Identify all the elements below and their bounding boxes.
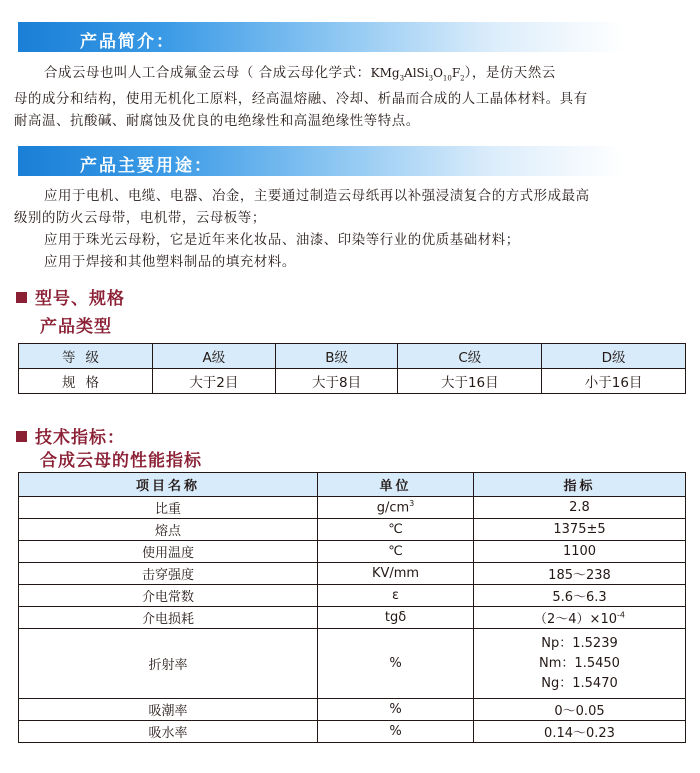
property-unit: KV/mm — [318, 563, 474, 585]
intro-line-3: 耐高温、抗酸碱、耐腐蚀及优良的电绝缘性和高温绝缘性等特点。 — [14, 114, 420, 130]
property-name: 介电损耗 — [19, 607, 318, 629]
table-row — [19, 699, 686, 721]
spec-heading: 型号、规格 — [16, 284, 125, 309]
usage-line-3: 应用于珠光云母粉，它是近年来化妆品、油漆、印染等行业的优质基础材料； — [44, 233, 520, 248]
property-unit: ε — [318, 585, 474, 607]
header-unit: 单位 — [318, 473, 474, 497]
chemical-formula: $KMg_3AlSi_3O_{10}F_2$ — [370, 66, 465, 83]
spec-subheading: 产品类型 — [40, 317, 112, 337]
property-unit: % — [318, 699, 474, 721]
intro-line-1: 合成云母也叫人工合成氟金云母（ 合成云母化学式：$KMg_3AlSi_3O_{10}F_2$），是仿天然云 — [44, 66, 556, 83]
usage-line-1: 应用于电机、电缆、电器、冶金，主要通过制造云母纸再以补强浸渍复合的方式形成最高 — [44, 189, 590, 204]
property-unit: ℃ — [318, 519, 474, 541]
performance-table — [18, 472, 686, 743]
table-row — [19, 563, 686, 585]
property-name: 比重 — [19, 497, 318, 519]
square-bullet-icon — [16, 292, 27, 303]
size-cell: 小于16目 — [542, 369, 686, 394]
product-type-table — [18, 343, 686, 394]
property-unit: $g/cm^3$ — [318, 497, 474, 519]
property-value: $(2\sim 4)\times 10^{-4}$ — [474, 607, 686, 629]
table-row — [19, 585, 686, 607]
usage-line-2: 级别的防火云母带，电机带，云母板等； — [14, 211, 266, 226]
property-name: 熔点 — [19, 519, 318, 541]
property-value: 1100 — [474, 541, 686, 563]
grade-cell: D级 — [542, 344, 686, 369]
intro-heading: 产品简介： — [80, 32, 175, 52]
table-row — [19, 519, 686, 541]
grade-cell: B级 — [275, 344, 398, 369]
property-value: 1375±5 — [474, 519, 686, 541]
tech-subheading: 合成云母的性能指标 — [40, 451, 202, 471]
property-name: 折射率 — [19, 629, 318, 699]
property-name: 介电常数 — [19, 585, 318, 607]
refractive-index-nm: Nm：1.5450 — [539, 655, 620, 671]
table-row — [19, 541, 686, 563]
size-cell: 大于16目 — [398, 369, 542, 394]
usage-banner — [18, 146, 678, 176]
property-name: 击穿强度 — [19, 563, 318, 585]
property-value: 5.6～6.3 — [474, 585, 686, 607]
usage-line-4: 应用于焊接和其他塑料制品的填充材料。 — [44, 255, 296, 270]
intro-banner — [18, 22, 678, 52]
refractive-index-np: Np：1.5239 — [541, 635, 618, 651]
intro-line-2: 母的成分和结构，使用无机化工原料，经高温熔融、冷却、析晶而合成的人工晶体材料。具有 — [14, 92, 588, 108]
size-cell: 大于8目 — [275, 369, 398, 394]
table-row — [19, 721, 686, 743]
grade-cell: C级 — [398, 344, 542, 369]
property-value: 0.14～0.23 — [474, 721, 686, 743]
property-unit: % — [318, 721, 474, 743]
property-unit: ℃ — [318, 541, 474, 563]
header-value: 指标 — [474, 473, 686, 497]
usage-heading: 产品主要用途： — [80, 156, 213, 176]
grade-label-cell: 等级 — [19, 344, 153, 369]
property-value: 2.8 — [474, 497, 686, 519]
property-value — [474, 629, 686, 699]
size-cell: 大于2目 — [153, 369, 276, 394]
square-bullet-icon — [16, 431, 27, 442]
property-value: 185～238 — [474, 563, 686, 585]
usage-paragraph — [14, 186, 686, 274]
intro-paragraph — [14, 62, 686, 133]
table-header-row — [19, 473, 686, 497]
table-row — [19, 607, 686, 629]
property-value: 0～0.05 — [474, 699, 686, 721]
table-row — [19, 369, 686, 394]
grade-cell: A级 — [153, 344, 276, 369]
property-name: 使用温度 — [19, 541, 318, 563]
tech-heading: 技术指标： — [16, 423, 125, 448]
refractive-index-ng: Ng：1.5470 — [541, 675, 618, 691]
table-row — [19, 497, 686, 519]
property-unit: % — [318, 629, 474, 699]
header-name: 项目名称 — [19, 473, 318, 497]
size-label-cell: 规格 — [19, 369, 153, 394]
property-name: 吸潮率 — [19, 699, 318, 721]
table-row — [19, 344, 686, 369]
property-name: 吸水率 — [19, 721, 318, 743]
property-unit: tgδ — [318, 607, 474, 629]
table-row — [19, 629, 686, 699]
